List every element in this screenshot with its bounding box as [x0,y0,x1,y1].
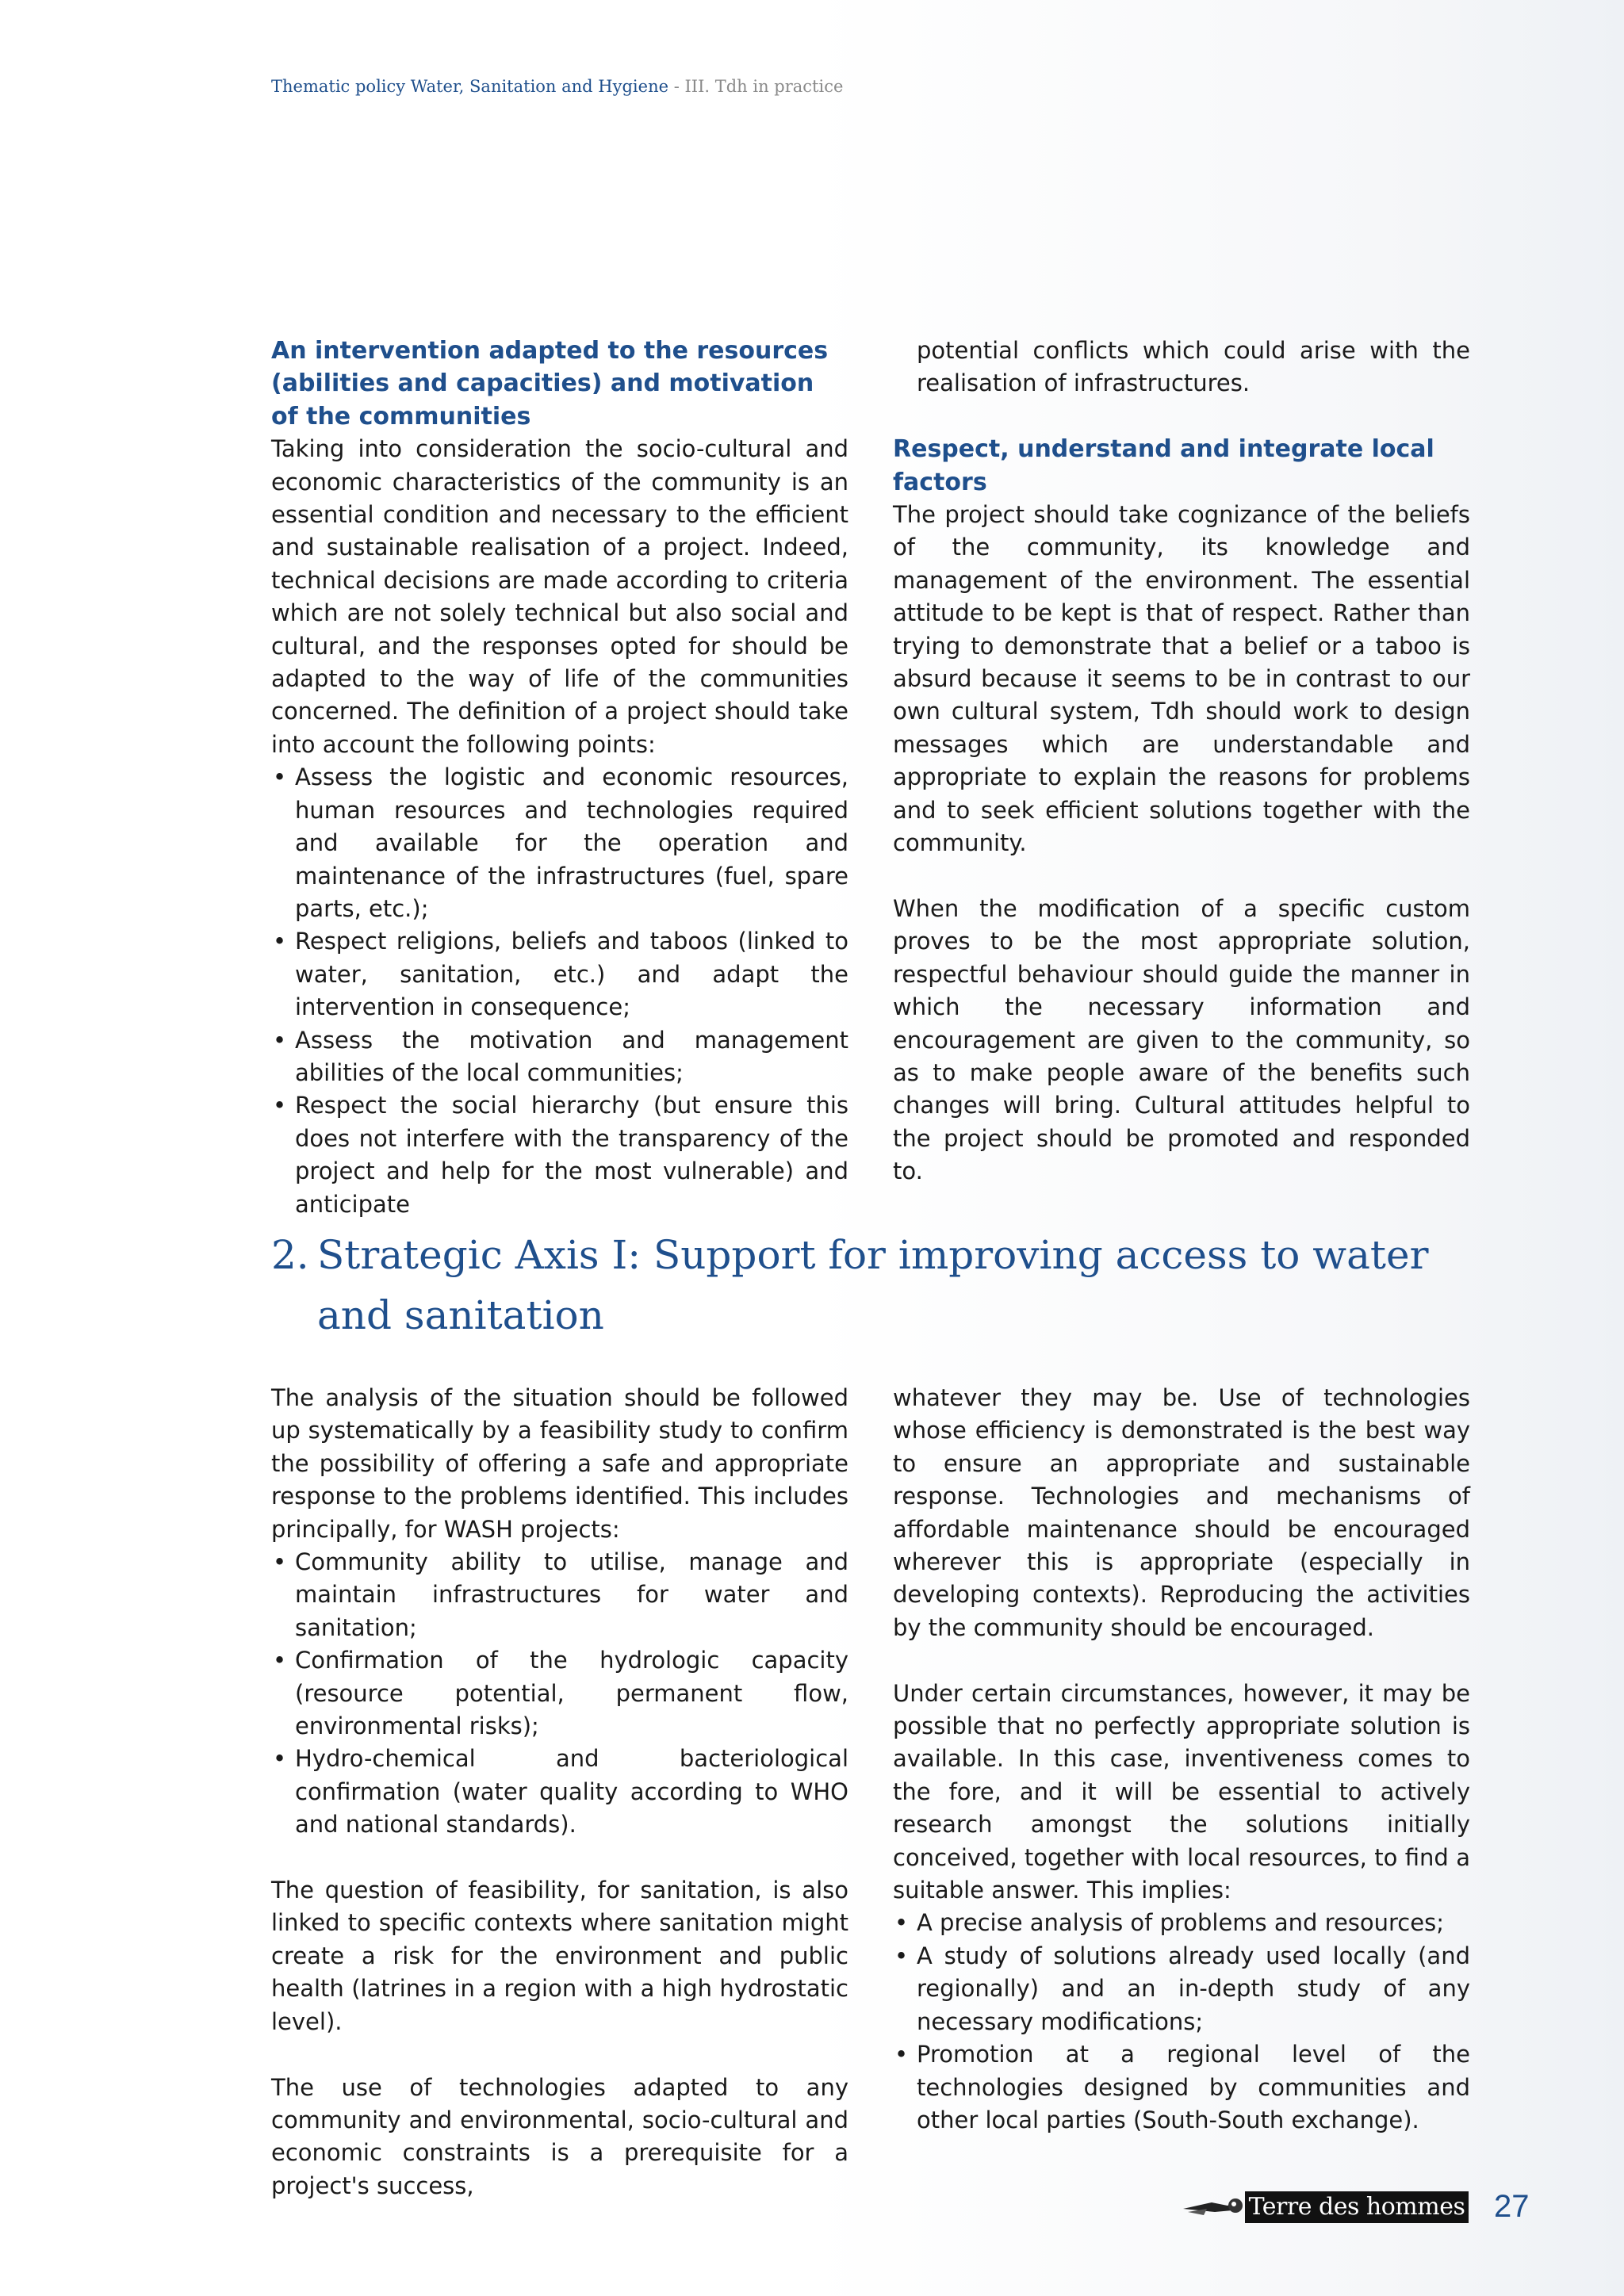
page-number: 27 [1494,2189,1530,2224]
bottom-right-column [893,1382,1470,2137]
list-item [271,1546,848,1644]
bullet-list [893,1907,1470,2137]
list-item-text: Community ability to utilise, manage and maintain infrastructures for water and sanitation; [295,1548,848,1641]
body-paragraph: The project should take cognizance of the beliefs of the community, its knowledge and management of the environment. The essential attitude to be kept is that of respect. Rather than trying to demonstrate that a belief or a taboo is absurd because it seems to be in contrast to our own cultural system, Tdh should work to design messages which are understandable and appropriate to explain the reasons for problems and to seek efficient solutions together with the community. [893,501,1470,857]
list-item-text: Respect religions, beliefs and taboos (linked to water, sanitation, etc.) and adapt the intervention in consequence; [295,928,848,1021]
body-paragraph: Under certain circumstances, however, it may be possible that no perfectly appropriate solution is available. In this case, inventiveness comes to the fore, and it will be essential to actively research amongst the solutions initially conceived, together with local resources, to find a suitable answer. This implies: [893,1679,1470,1904]
body-paragraph: The analysis of the situation should be followed up systematically by a feasibility study to confirm the possibility of offering a safe and appropriate response to the problems identified. This includes principally, for WASH projects: [271,1384,848,1543]
list-item-text: Assess the logistic and economic resources, human resources and technologies required and available for the operation and maintenance of the infrastructures (fuel, spare parts, etc.); [295,763,848,922]
subsection-heading-local-factors: Respect, understand and integrate local factors [893,435,1434,496]
header-separator: - [668,77,685,96]
top-right-column [893,335,1470,1188]
bottom-left-column [271,1382,848,2202]
bullet-icon: • [273,928,287,955]
body-paragraph: Taking into consideration the socio-cultural and economic characteristics of the community is an essential condition and necessary to the efficient and sustainable realisation of a project. Indeed, technical decisions are made according to criteria which are not solely technical but also social and cultural, and the responses opted for should be adapted to the way of life of the communities concerned. The definition of a project should take into account the following points: [271,435,848,758]
bullet-list [271,1546,848,1842]
list-item-text: A study of solutions already used locally (and regionally) and an in-depth study of any necessary modifications; [917,1942,1470,2035]
section-title-line1: Strategic Axis I: Support for improving access to water [317,1232,1429,1278]
top-left-column [271,335,848,1221]
logo-wordmark: Terre des hommes [1245,2191,1469,2223]
body-paragraph: The question of feasibility, for sanitation, is also linked to specific contexts where sanitation might create a risk for the environment and public health (latrines in a region with a high hydrostatic level). [271,1877,848,2035]
list-item-continuation [893,335,1470,400]
list-item-text: Hydro-chemical and bacteriological confirmation (water quality according to WHO and national standards). [295,1745,848,1839]
bullet-icon: • [894,2041,909,2068]
bullet-icon: • [273,1647,287,1674]
bullet-icon: • [273,763,287,791]
bullet-list [271,761,848,1221]
bullet-icon: • [894,1942,909,1969]
continued-list [893,335,1470,400]
bullet-icon: • [894,1909,909,1937]
list-item [893,1907,1470,1939]
list-item [271,761,848,925]
list-item [271,1743,848,1841]
body-paragraph: The use of technologies adapted to any community and environmental, socio-cultural and economic constraints is a prerequisite for a project's success, [271,2073,848,2199]
body-paragraph: whatever they may be. Use of technologies whose efficiency is demonstrated is the best way to ensure an appropriate and sustainable response. Technologies and mechanisms of affordable maintenance should be encouraged wherever this is appropriate (especially in developing contexts). Reproducing the activities by the community should be encouraged. [893,1384,1470,1641]
bullet-icon: • [273,1026,287,1054]
list-item [893,2038,1470,2137]
list-item-text: Confirmation of the hydrologic capacity (resource potential, permanent flow, environmental risks); [295,1647,848,1740]
bullet-icon: • [273,1092,287,1119]
list-item-text: A precise analysis of problems and resources; [917,1909,1444,1937]
list-item [893,1940,1470,2038]
bullet-icon: • [273,1745,287,1773]
subsection-heading-resources: An intervention adapted to the resources (abilities and capacities) and motivation of the communities [271,337,829,430]
list-item-text: Assess the motivation and management abilities of the local communities; [295,1026,848,1086]
section-heading [271,1225,1461,1345]
list-item-text: Promotion at a regional level of the technologies designed by communities and other local parties (South-South exchange). [917,2041,1470,2133]
list-item-text: Respect the social hierarchy (but ensure this does not interfere with the transparency of the project and help for the most vulnerable) and anticipate [295,1092,848,1218]
section-title-line2: and sanitation [317,1292,604,1338]
list-item [271,1644,848,1743]
body-paragraph: When the modification of a specific custom proves to be the most appropriate solution, respectful behaviour should guide the manner in which the necessary information and encouragement are given to the community, so as to make people aware of the benefits such changes will bring. Cultural attitudes helpful to the project should be promoted and responded to. [893,894,1470,1185]
list-item [271,1089,848,1221]
list-item [271,1024,848,1090]
header-chapter-title: III. Tdh in practice [684,77,844,96]
running-header [271,75,843,98]
list-item-text: potential conflicts which could arise with the realisation of infrastructures. [917,337,1470,397]
section-number: 2. [271,1232,309,1278]
list-item [271,925,848,1024]
bullet-icon: • [273,1548,287,1576]
header-document-title: Thematic policy Water, Sanitation and Hygiene [271,77,669,96]
